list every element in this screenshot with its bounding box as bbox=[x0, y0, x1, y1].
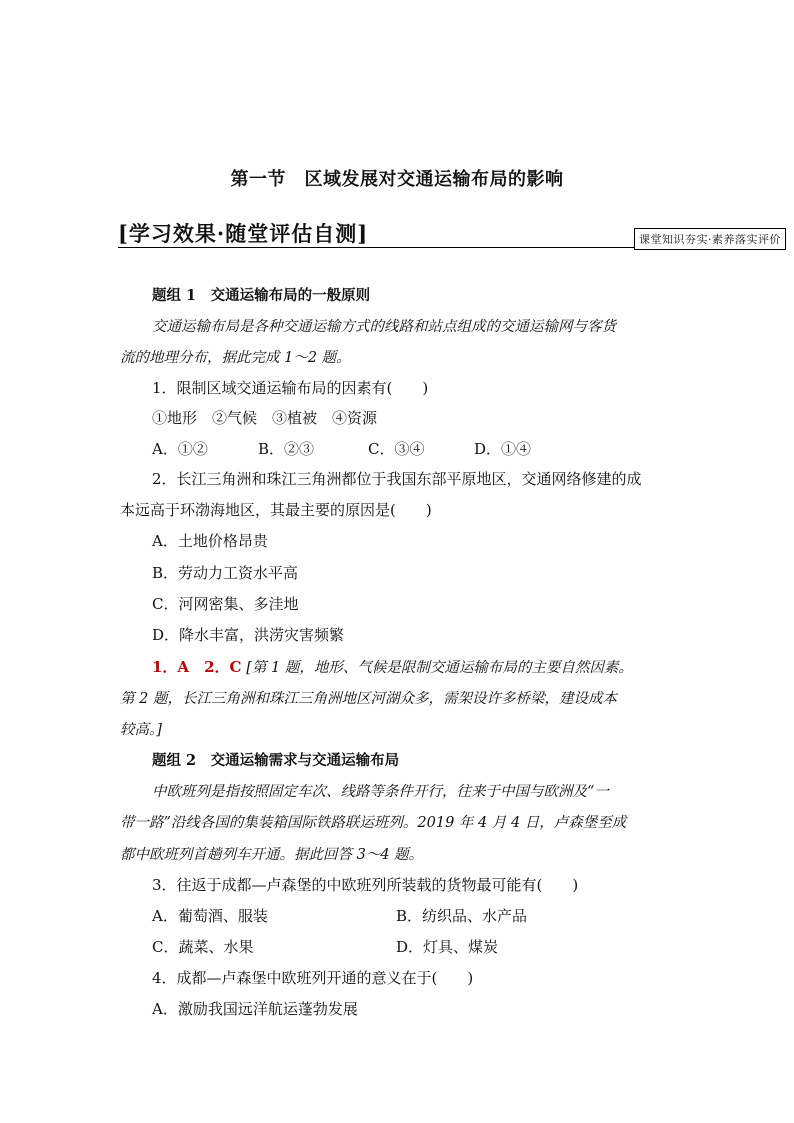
section-tag: 课堂知识夯实·素养落实评价 bbox=[634, 228, 786, 250]
answer-key: 1．A 2．C bbox=[152, 658, 242, 676]
page-title: 第一节 区域发展对交通运输布局的影响 bbox=[230, 169, 564, 190]
answer-explanation-1: [第 1 题，地形、气候是限制交通运输布局的主要自然因素。 bbox=[246, 660, 633, 676]
q1-stem: 1．限制区域交通运输布局的因素有( ) bbox=[152, 379, 429, 397]
q1-option-a[interactable]: A．①② bbox=[152, 440, 208, 458]
section-heading: [学习效果·随堂评估自测] bbox=[118, 221, 369, 246]
q3-stem: 3．往返于成都—卢森堡的中欧班列所装载的货物最可能有( ) bbox=[152, 876, 579, 894]
answer-line1 bbox=[152, 656, 633, 677]
q2-option-d[interactable]: D．降水丰富，洪涝灾害频繁 bbox=[152, 626, 345, 644]
section-header bbox=[118, 218, 786, 248]
q3-options-row2 bbox=[152, 936, 498, 957]
q3-option-b[interactable]: B．纺织品、水产品 bbox=[396, 907, 528, 925]
q1-items: ①地形 ②气候 ③植被 ④资源 bbox=[152, 409, 378, 427]
group2-title: 题组 2 交通运输需求与交通运输布局 bbox=[152, 752, 400, 769]
q2-option-b[interactable]: B．劳动力工资水平高 bbox=[152, 564, 299, 582]
q4-stem: 4．成都—卢森堡中欧班列开通的意义在于( ) bbox=[152, 969, 474, 987]
group1-title: 题组 1 交通运输布局的一般原则 bbox=[152, 287, 371, 304]
q3-option-c[interactable]: C．蔬菜、水果 bbox=[152, 938, 254, 956]
q2-option-c[interactable]: C．河网密集、多洼地 bbox=[152, 595, 299, 613]
group1-intro-line2: 流的地理分布，据此完成 1～2 题。 bbox=[120, 350, 351, 366]
q3-options-row1 bbox=[152, 905, 527, 926]
q2-option-a[interactable]: A．土地价格昂贵 bbox=[152, 532, 268, 550]
q2-stem-line2: 本远高于环渤海地区，其最主要的原因是( ) bbox=[120, 501, 432, 519]
group2-intro-line1: 中欧班列是指按照固定车次、线路等条件开行，往来于中国与欧洲及“一 bbox=[152, 784, 609, 800]
answer-line3: 较高。] bbox=[120, 722, 162, 738]
q1-option-d[interactable]: D．①④ bbox=[474, 440, 532, 458]
group2-intro-line3: 都中欧班列首趟列车开通。据此回答 3～4 题。 bbox=[120, 847, 424, 863]
q1-option-c[interactable]: C．③④ bbox=[368, 440, 425, 458]
q3-option-a[interactable]: A．葡萄酒、服装 bbox=[152, 907, 268, 925]
q2-stem-line1: 2．长江三角洲和珠江三角洲都位于我国东部平原地区，交通网络修建的成 bbox=[152, 470, 642, 488]
q3-option-d[interactable]: D．灯具、煤炭 bbox=[396, 938, 499, 956]
group2-intro-line2: 带一路”沿线各国的集装箱国际铁路联运班列。2019 年 4 月 4 日，卢森堡至成 bbox=[120, 815, 627, 831]
answer-line2: 第 2 题，长江三角洲和珠江三角洲地区河湖众多，需架设许多桥梁，建设成本 bbox=[120, 691, 617, 707]
q1-option-b[interactable]: B．②③ bbox=[258, 440, 315, 458]
q1-options bbox=[152, 438, 531, 459]
group1-intro-line1: 交通运输布局是各种交通运输方式的线路和站点组成的交通运输网与客货 bbox=[152, 319, 616, 335]
q4-option-a[interactable]: A．激励我国远洋航运蓬勃发展 bbox=[152, 1000, 358, 1018]
